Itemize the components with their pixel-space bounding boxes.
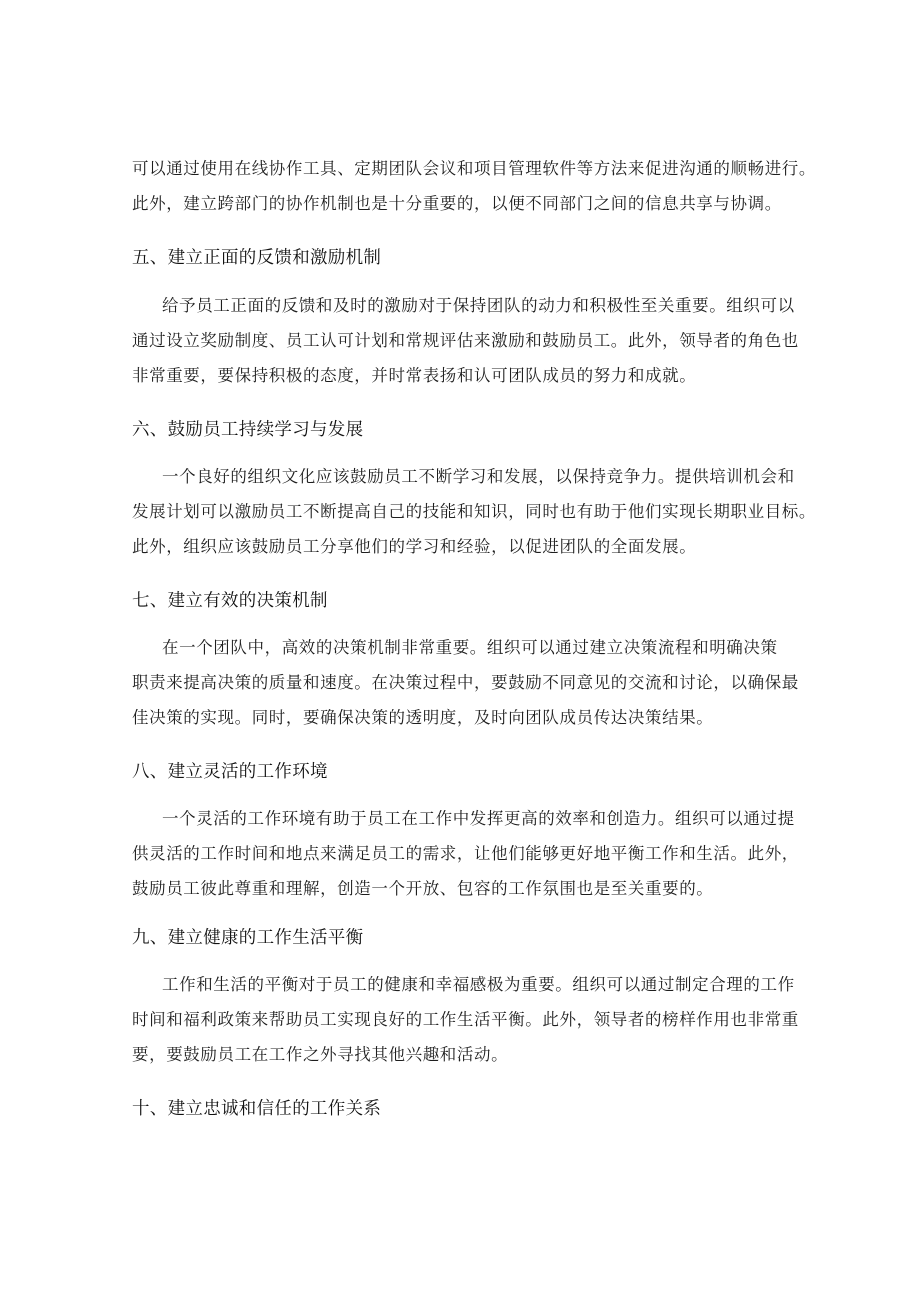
paragraph-line: 在一个团队中，高效的决策机制非常重要。组织可以通过建立决策流程和明确决策 — [162, 638, 778, 657]
paragraph-line: 此外，组织应该鼓励员工分享他们的学习和经验，以促进团队的全面发展。 — [132, 537, 697, 556]
paragraph-line: 要，要鼓励员工在工作之外寻找其他兴趣和活动。 — [132, 1045, 509, 1064]
paragraph-line: 工作和生活的平衡对于员工的健康和幸福感极为重要。组织可以通过制定合理的工作 — [162, 975, 795, 994]
paragraph-line: 一个灵活的工作环境有助于员工在工作中发挥更高的效率和创造力。组织可以通过提 — [162, 809, 795, 828]
paragraph-line: 给予员工正面的反馈和及时的激励对于保持团队的动力和积极性至关重要。组织可以 — [162, 296, 795, 315]
paragraph-line: 一个良好的组织文化应该鼓励员工不断学习和发展，以保持竞争力。提供培训机会和 — [162, 467, 795, 486]
paragraph-line: 职责来提高决策的质量和速度。在决策过程中，要鼓励不同意见的交流和讨论，以确保最 — [132, 673, 799, 692]
paragraph-line: 非常重要，要保持积极的态度，并时常表扬和认可团队成员的努力和成就。 — [132, 366, 697, 385]
section-heading: 十、建立忠诚和信任的工作关系 — [132, 1099, 382, 1119]
paragraph-line: 时间和福利政策来帮助员工实现良好的工作生活平衡。此外，领导者的榜样作用也非常重 — [132, 1010, 799, 1029]
paragraph-line: 发展计划可以激励员工不断提高自己的技能和知识，同时也有助于他们实现长期职业目标。 — [132, 502, 816, 521]
section-heading: 五、建立正面的反馈和激励机制 — [132, 248, 382, 268]
intro-line: 此外，建立跨部门的协作机制也是十分重要的，以便不同部门之间的信息共享与协调。 — [132, 194, 782, 213]
section-heading: 七、建立有效的决策机制 — [132, 591, 328, 611]
section-heading: 八、建立灵活的工作环境 — [132, 762, 328, 782]
section-heading: 六、鼓励员工持续学习与发展 — [132, 420, 364, 440]
paragraph-line: 鼓励员工彼此尊重和理解，创造一个开放、包容的工作氛围也是至关重要的。 — [132, 879, 714, 898]
paragraph-line: 佳决策的实现。同时，要确保决策的透明度，及时向团队成员传达决策结果。 — [132, 708, 714, 727]
section-heading: 九、建立健康的工作生活平衡 — [132, 928, 364, 948]
intro-line: 可以通过使用在线协作工具、定期团队会议和项目管理软件等方法来促进沟通的顺畅进行。 — [132, 159, 816, 178]
paragraph-line: 通过设立奖励制度、员工认可计划和常规评估来激励和鼓励员工。此外，领导者的角色也 — [132, 331, 799, 350]
paragraph-line: 供灵活的工作时间和地点来满足员工的需求，让他们能够更好地平衡工作和生活。此外， — [132, 844, 799, 863]
